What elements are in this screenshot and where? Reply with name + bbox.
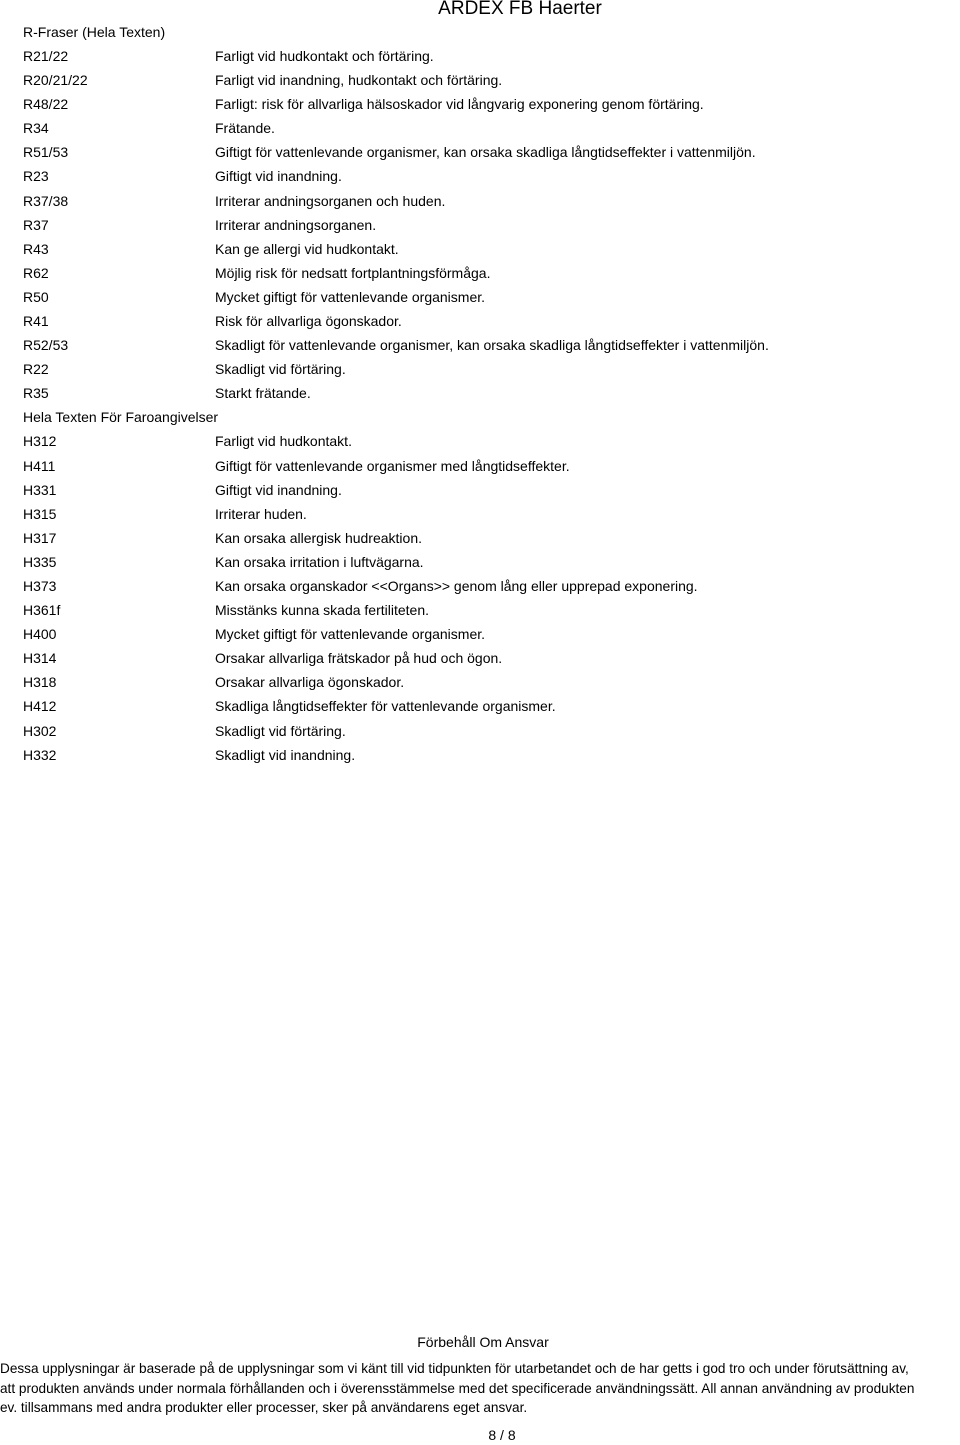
phrase-code: H331 — [23, 481, 57, 498]
phrase-code: H361f — [23, 602, 61, 619]
phrase-row — [23, 92, 943, 116]
phrase-text: Kan ge allergi vid hudkontakt. — [215, 240, 399, 257]
phrase-row — [23, 646, 943, 670]
phrase-text: Skadligt vid förtäring. — [215, 722, 346, 739]
phrase-row — [23, 164, 943, 188]
phrase-row — [23, 213, 943, 237]
disclaimer-section — [0, 1332, 960, 1418]
phrase-text: Orsakar allvarliga frätskador på hud och ögon. — [215, 650, 503, 667]
phrase-code: R43 — [23, 240, 49, 257]
phrase-text: Farligt vid inandning, hudkontakt och förtäring. — [215, 72, 503, 89]
phrase-row — [23, 140, 943, 164]
phrase-code: H335 — [23, 553, 57, 570]
phrase-code: R21/22 — [23, 48, 69, 64]
phrase-code: H411 — [23, 457, 56, 474]
phrase-text: Skadligt vid förtäring. — [215, 361, 346, 378]
phrase-code: H412 — [23, 698, 57, 715]
phrase-row — [23, 237, 943, 261]
phrase-code: R20/21/22 — [23, 72, 88, 89]
phrase-row — [23, 622, 943, 646]
phrase-text: Mycket giftigt för vattenlevande organismer. — [215, 288, 486, 305]
phrase-row — [23, 357, 943, 381]
phrase-code: R50 — [23, 288, 49, 305]
phrase-code: R48/22 — [23, 96, 69, 113]
phrase-row — [23, 502, 943, 526]
phrase-text: Orsakar allvarliga ögonskador. — [215, 674, 405, 691]
phrase-row — [23, 189, 943, 213]
phrase-code: H373 — [23, 577, 57, 594]
phrase-text: Misstänks kunna skada fertiliteten. — [215, 602, 429, 619]
phrase-text: Giftigt för vattenlevande organismer, kan orsaka skadliga långtidseffekter i vattenmiljön. — [215, 144, 756, 161]
phrase-text: Mycket giftigt för vattenlevande organismer. — [215, 626, 486, 643]
phrase-code: H315 — [23, 505, 57, 522]
phrase-code: R41 — [23, 313, 49, 330]
disclaimer-line: att produkten används under normala förhållanden och i överensstämmelse med det specificerade användningssätt. All annan användning av produkten — [0, 1380, 915, 1396]
h-statements-heading: Hela Texten För Faroangivelser — [23, 409, 219, 426]
phrase-row — [23, 574, 943, 598]
disclaimer-title: Förbehåll Om Ansvar — [417, 1334, 549, 1350]
phrase-text: Möjlig risk för nedsatt fortplantningsförmåga. — [215, 264, 491, 281]
document-title: ARDEX FB Haerter — [438, 0, 602, 19]
phrase-code: R51/53 — [23, 144, 69, 161]
phrase-code: R37/38 — [23, 192, 69, 209]
phrase-row — [23, 526, 943, 550]
phrase-row — [23, 44, 943, 68]
disclaimer-body — [0, 1359, 960, 1418]
page-number: 8 / 8 — [488, 1427, 516, 1443]
phrase-code: R22 — [23, 361, 49, 378]
phrase-code: H312 — [23, 433, 57, 450]
phrase-row — [23, 309, 943, 333]
phrase-text: Skadligt vid inandning. — [215, 746, 356, 763]
phrase-code: H317 — [23, 529, 57, 546]
phrase-code: H332 — [23, 746, 57, 763]
phrase-row — [23, 116, 943, 140]
phrase-row — [23, 670, 943, 694]
phrase-text: Kan orsaka irritation i luftvägarna. — [215, 553, 424, 570]
phrase-code: H302 — [23, 722, 57, 739]
phrase-text: Farligt vid hudkontakt. — [215, 433, 352, 450]
phrase-text: Giftigt vid inandning. — [215, 168, 342, 185]
phrase-text: Farligt vid hudkontakt och förtäring. — [215, 48, 434, 64]
phrase-text: Skadligt för vattenlevande organismer, kan orsaka skadliga långtidseffekter i vattenmiljön. — [215, 337, 769, 354]
phrase-row — [23, 550, 943, 574]
phrase-code: H318 — [23, 674, 57, 691]
phrase-row — [23, 261, 943, 285]
phrase-row — [23, 743, 943, 767]
phrase-row — [23, 598, 943, 622]
phrase-code: R62 — [23, 264, 49, 281]
phrase-text: Kan orsaka organskador <<Organs>> genom lång eller upprepad exponering. — [215, 577, 698, 594]
phrase-code: H400 — [23, 626, 57, 643]
phrase-code: R52/53 — [23, 337, 69, 354]
phrase-code: H314 — [23, 650, 57, 667]
phrase-text: Starkt frätande. — [215, 385, 311, 402]
phrase-text: Risk för allvarliga ögonskador. — [215, 313, 402, 330]
phrase-row — [23, 694, 943, 718]
phrase-code: R35 — [23, 385, 49, 402]
phrase-row — [23, 454, 943, 478]
phrase-code: R23 — [23, 168, 49, 185]
phrase-row — [23, 285, 943, 309]
phrase-text: Irriterar huden. — [215, 505, 307, 522]
phrase-text: Irriterar andningsorganen. — [215, 216, 377, 233]
disclaimer-line: ev. tillsammans med andra produkter eller processer, sker på användarens eget ansvar. — [0, 1400, 528, 1415]
r-phrases-heading: R-Fraser (Hela Texten) — [23, 24, 166, 40]
phrase-code: R34 — [23, 120, 49, 137]
h-statements-list — [23, 429, 943, 766]
phrase-code: R37 — [23, 216, 49, 233]
phrase-text: Kan orsaka allergisk hudreaktion. — [215, 529, 423, 546]
phrase-text: Skadliga långtidseffekter för vattenlevande organismer. — [215, 698, 556, 715]
phrase-row — [23, 381, 943, 405]
phrase-content — [23, 20, 943, 767]
phrase-text: Giftigt för vattenlevande organismer med långtidseffekter. — [215, 457, 570, 474]
phrase-row — [23, 429, 943, 453]
phrase-text: Giftigt vid inandning. — [215, 481, 342, 498]
phrase-text: Farligt: risk för allvarliga hälsoskador vid långvarig exponering genom förtäring. — [215, 96, 704, 113]
phrase-text: Irriterar andningsorganen och huden. — [215, 192, 446, 209]
phrase-row — [23, 333, 943, 357]
phrase-row — [23, 68, 943, 92]
disclaimer-line: Dessa upplysningar är baserade på de upplysningar som vi känt till vid tidpunkten för utarbetandet och de har getts i god tro och under förutsättning av, — [0, 1361, 909, 1376]
phrase-text: Frätande. — [215, 120, 275, 137]
phrase-row — [23, 719, 943, 743]
r-phrases-list — [23, 44, 943, 405]
phrase-row — [23, 478, 943, 502]
